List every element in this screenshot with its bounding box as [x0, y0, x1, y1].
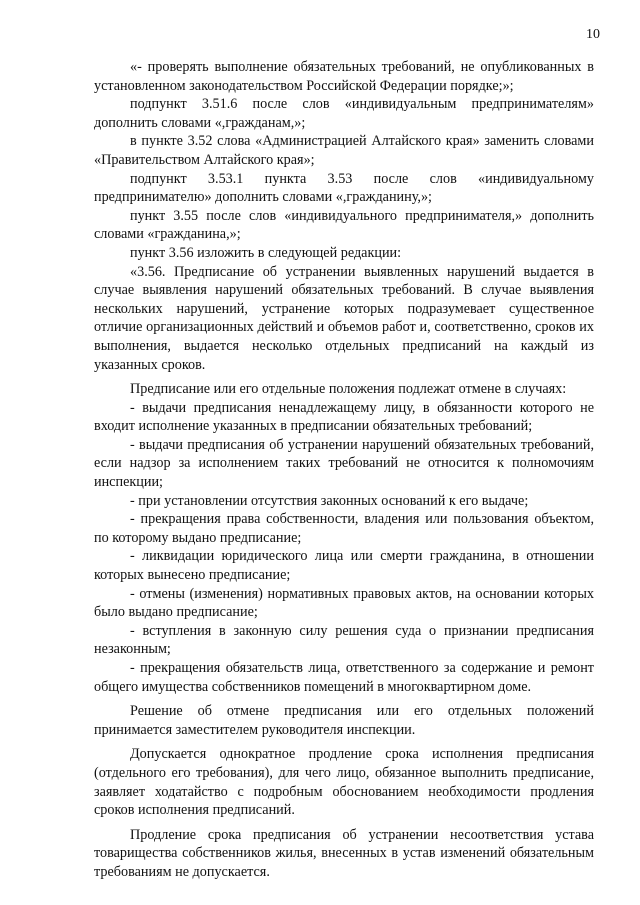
page-number: 10: [586, 27, 600, 42]
paragraph: Допускается однократное продление срока исполнения предписания (отдельного его требования), для чего лицо, обязанное выполнить предписание, заявляет ходатайство с подробным обоснованием необходимости продления сроков исполнения предписаний.: [94, 746, 594, 819]
paragraph: подпункт 3.53.1 пункта 3.53 после слов «индивидуальному предпринимателю» дополнить словами «,гражданину,»;: [94, 170, 594, 206]
paragraph: Предписание или его отдельные положения подлежат отмене в случаях:: [130, 381, 567, 398]
paragraph: «- проверять выполнение обязательных требований, не опубликованных в установленном законодательством Российской Федерации порядке;»;: [94, 59, 594, 94]
list-item: - выдачи предписания об устранении нарушений обязательных требований, если надзор за исполнением таких требований не относится к полномочиям инспекции;: [94, 436, 594, 491]
list-item: - при установлении отсутствия законных оснований к его выдаче;: [130, 492, 529, 509]
list-item: - выдачи предписания ненадлежащему лицу, в обязанности которого не входит исполнение указанных в предписании обязательных требований;: [94, 399, 594, 435]
list-item: - прекращения обязательств лица, ответственного за содержание и ремонт общего имущества собственников помещений в многоквартирном доме.: [94, 660, 594, 695]
paragraph: Продление срока предписания об устранении несоответствия устава товарищества собственников жилья, внесенных в устав изменений обязательным требованиям не допускается.: [94, 826, 594, 880]
list-item: - ликвидации юридического лица или смерти гражданина, в отношении которых вынесено предписание;: [94, 548, 594, 584]
paragraph: Решение об отмене предписания или его отдельных положений принимается заместителем руководителя инспекции.: [94, 703, 594, 738]
list-item: - прекращения права собственности, владения или пользования объектом, по которому выдано предписание;: [94, 511, 594, 546]
paragraph: пункт 3.56 изложить в следующей редакции:: [130, 244, 402, 261]
paragraph: «3.56. Предписание об устранении выявленных нарушений выдается в случае выявления нарушений обязательных требований. В случае выявления нескольких нарушений, устранение которых подразумевает существенное отличие организационных действий и объемов работ и, соответственно, сроков их выполнения, выдается несколько отдельных предписаний на каждый из указанных сроков.: [94, 263, 594, 373]
list-item: - отмены (изменения) нормативных правовых актов, на основании которых было выдано предписание;: [94, 585, 594, 621]
document-body: [94, 58, 594, 882]
paragraph: пункт 3.55 после слов «индивидуального предпринимателя,» дополнить словами «гражданина,»;: [94, 207, 594, 243]
paragraph: подпункт 3.51.6 после слов «индивидуальным предпринимателям» дополнить словами «,гражданам,»;: [94, 96, 594, 131]
list-item: - вступления в законную силу решения суда о признании предписания незаконным;: [94, 622, 594, 658]
paragraph: в пункте 3.52 слова «Администрацией Алтайского края» заменить словами «Правительством Алтайского края»;: [94, 133, 594, 168]
